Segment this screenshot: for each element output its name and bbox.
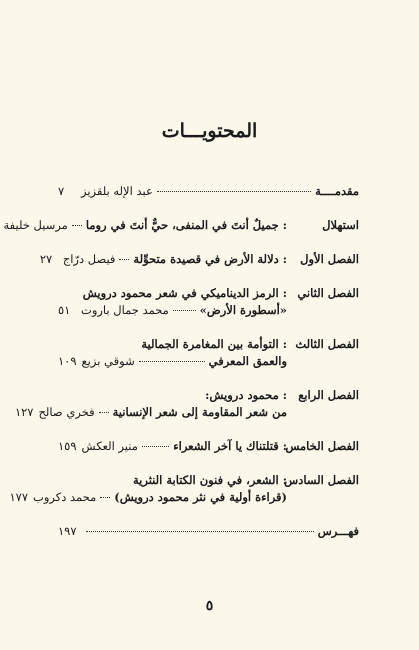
toc-entry-index xyxy=(58,523,359,540)
toc-entry-chapter-6 xyxy=(9,472,359,506)
entry-label: الفصل الثالث xyxy=(295,337,359,351)
dot-leader xyxy=(139,361,205,362)
entry-label: مقدمــــة xyxy=(315,184,359,198)
entry-author: عبد الإله بلقزيز xyxy=(81,184,153,198)
entry-page: ١٥٩ xyxy=(58,439,77,453)
dot-leader xyxy=(173,310,196,311)
dot-leader xyxy=(100,497,110,498)
entry-author: مرسيل خليفة xyxy=(3,218,68,232)
entry-author: فيصل درّاج xyxy=(62,252,116,266)
entry-title: : قتلتناك يا آخر الشعراء xyxy=(173,439,287,453)
entry-page: ١٧٧ xyxy=(9,490,28,504)
entry-title: «أسطورة الأرض» xyxy=(199,303,287,317)
entry-title: والعمق المعرفي xyxy=(208,354,287,368)
entry-page: ١٠٩ xyxy=(58,354,77,368)
dot-leader xyxy=(119,259,129,260)
entry-author: محمد جمال باروت xyxy=(81,303,169,317)
entry-label: الفصل الخامس xyxy=(285,439,359,453)
dot-leader xyxy=(99,412,109,413)
toc-entry-opening xyxy=(3,217,359,234)
toc-entry-chapter-5 xyxy=(58,438,359,455)
entry-page: ١٢٧ xyxy=(14,405,34,419)
entry-title: : الرمز الديناميكي في شعر محمود درويش xyxy=(82,286,287,300)
entry-label: الفصل الأول xyxy=(300,252,359,266)
entry-page: ١٩٧ xyxy=(58,524,77,538)
toc-entry-chapter-4 xyxy=(14,387,359,421)
entry-author: فخري صالح xyxy=(38,405,95,419)
entry-label: الفصل الرابع xyxy=(298,388,359,402)
entry-title: من شعر المقاومة إلى شعر الإنسانية xyxy=(112,405,287,419)
entry-page: ٧ xyxy=(58,184,65,198)
toc-entry-chapter-1 xyxy=(39,251,359,268)
entry-author: محمد دكروب xyxy=(33,490,97,504)
entry-author: شوقي بزيع xyxy=(81,354,135,368)
entry-title: : جميلٌ أنتَ في المنفى، حيٌّ أنتَ في روما xyxy=(85,218,287,232)
entry-title: : محمود درويش: xyxy=(205,388,287,402)
entry-author: منير العكش xyxy=(81,439,138,453)
page-number: ٥ xyxy=(205,598,214,614)
entry-label: الفصل السادس xyxy=(284,473,359,487)
entry-title: : دلالة الأرض في قصيدة متحوِّلة xyxy=(133,252,287,266)
dot-leader xyxy=(72,225,82,226)
dot-leader xyxy=(142,446,169,447)
page-title: المحتويـــات xyxy=(161,120,258,142)
toc-entry-introduction xyxy=(58,183,359,200)
dot-leader xyxy=(157,191,311,192)
entry-page: ٢٧ xyxy=(39,252,53,266)
entry-label: فهـــرس xyxy=(317,524,359,538)
entry-title: : التوأمة بين المغامرة الجمالية xyxy=(141,337,287,351)
entry-title: : الشعر، في فنون الكتابة النثرية xyxy=(132,473,287,487)
entry-title: (قراءة أولية في نثر محمود درويش) xyxy=(114,490,287,504)
table-of-contents xyxy=(3,183,359,557)
toc-entry-chapter-2 xyxy=(58,285,359,319)
dot-leader xyxy=(86,531,314,532)
toc-entry-chapter-3 xyxy=(58,336,359,370)
entry-label: الفصل الثاني xyxy=(297,286,359,300)
entry-label: استهلال xyxy=(322,218,359,232)
entry-page: ٥١ xyxy=(58,303,71,317)
